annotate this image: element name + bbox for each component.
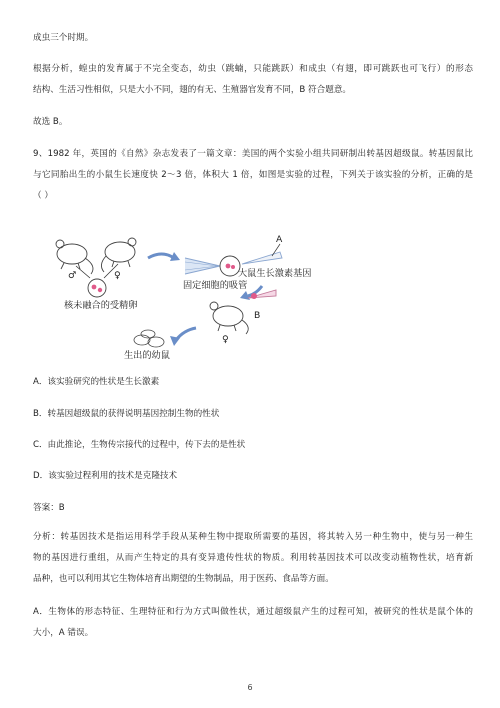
pups bbox=[134, 330, 164, 347]
option-a: A．该实验研究的性状是生长激素 bbox=[33, 377, 160, 387]
female-symbol: ♀ bbox=[114, 270, 121, 281]
fertilized-egg-label: 核未融合的受精卵 bbox=[64, 300, 138, 311]
recipient-mouse bbox=[210, 302, 248, 334]
option-d: D．该实验过程利用的技术是克隆技术 bbox=[33, 471, 178, 481]
analysis-line: 物的基因进行重组，从而产生特定的具有变异遗传性状的物质。利用转基因技术可以改变动植物性状，培育新 bbox=[33, 553, 473, 563]
male-symbol: ♂ bbox=[68, 270, 77, 281]
experiment-figure bbox=[40, 228, 312, 368]
female-symbol-2: ♀ bbox=[222, 334, 229, 345]
gene-label: 大鼠生长激素基因 bbox=[238, 268, 312, 279]
option-c: C．由此推论，生物传宗接代的过程中，传下去的是性状 bbox=[33, 440, 246, 450]
question-stem bbox=[33, 144, 473, 207]
previous-conclusion: 故选 B。 bbox=[33, 117, 68, 127]
process-arrow bbox=[148, 254, 174, 258]
label-a: A bbox=[276, 234, 283, 245]
analysis bbox=[33, 527, 473, 590]
page-number: 6 bbox=[247, 683, 253, 692]
analysis-line: 分析：转基因技术是指运用科学手段从某种生物中提取所需要的基因，将其转入另一种生物中，使与另一种生 bbox=[33, 532, 473, 542]
question-line: （ ） bbox=[33, 191, 53, 201]
analysis-line: 品种，也可以利用其它生物体培育出期望的生物制品，用于医药、食品等方面。 bbox=[33, 574, 334, 584]
male-mouse bbox=[56, 240, 93, 274]
pipette-label: 固定细胞的吸管 bbox=[183, 280, 248, 291]
pipette bbox=[185, 258, 220, 274]
option-b: B．转基因超级鼠的获得说明基因控制生物的性状 bbox=[33, 409, 220, 419]
female-mouse bbox=[101, 238, 136, 272]
pipette-b bbox=[248, 290, 276, 299]
injection-needle bbox=[242, 252, 282, 264]
question-line: 与它同胎出生的小鼠生长速度快 2～3 倍，体积大 1 倍，如图是实验的过程，下列关于该实验的分析，正确的是 bbox=[33, 170, 473, 180]
answer: 答案：B bbox=[33, 503, 65, 513]
option-list bbox=[33, 372, 473, 393]
label-b: B bbox=[254, 310, 261, 321]
question-line: 9、1982 年，英国的《自然》杂志发表了一篇文章：美国的两个实验小组共同研制出转基因超级鼠。转基因鼠比 bbox=[33, 149, 473, 159]
analysis-line: 根据分析，蝗虫的发育属于不完全变态，幼虫（跳蝻，只能跳跃）和成虫（有翅，即可跳跃也可飞行）的形态 bbox=[33, 64, 473, 74]
previous-analysis bbox=[33, 59, 473, 101]
intro-line: 成虫三个时期。 bbox=[33, 33, 94, 43]
fertilized-egg bbox=[88, 279, 106, 297]
pups-label: 生出的幼鼠 bbox=[124, 350, 170, 361]
parent-arrow bbox=[76, 266, 90, 278]
egg-in-pipette bbox=[220, 256, 240, 276]
explanation-line: A．生物体的形态特征、生理特征和行为方式叫做性状，通过超级鼠产生的过程可知，被研究的性状是鼠个体的 bbox=[33, 607, 473, 617]
explanation-a bbox=[33, 602, 473, 644]
analysis-line: 结构、生活习性相似，只是大小不同，翅的有无、生殖器官发育不同，B 符合题意。 bbox=[33, 85, 352, 95]
explanation-line: 大小，A 错误。 bbox=[33, 628, 94, 638]
